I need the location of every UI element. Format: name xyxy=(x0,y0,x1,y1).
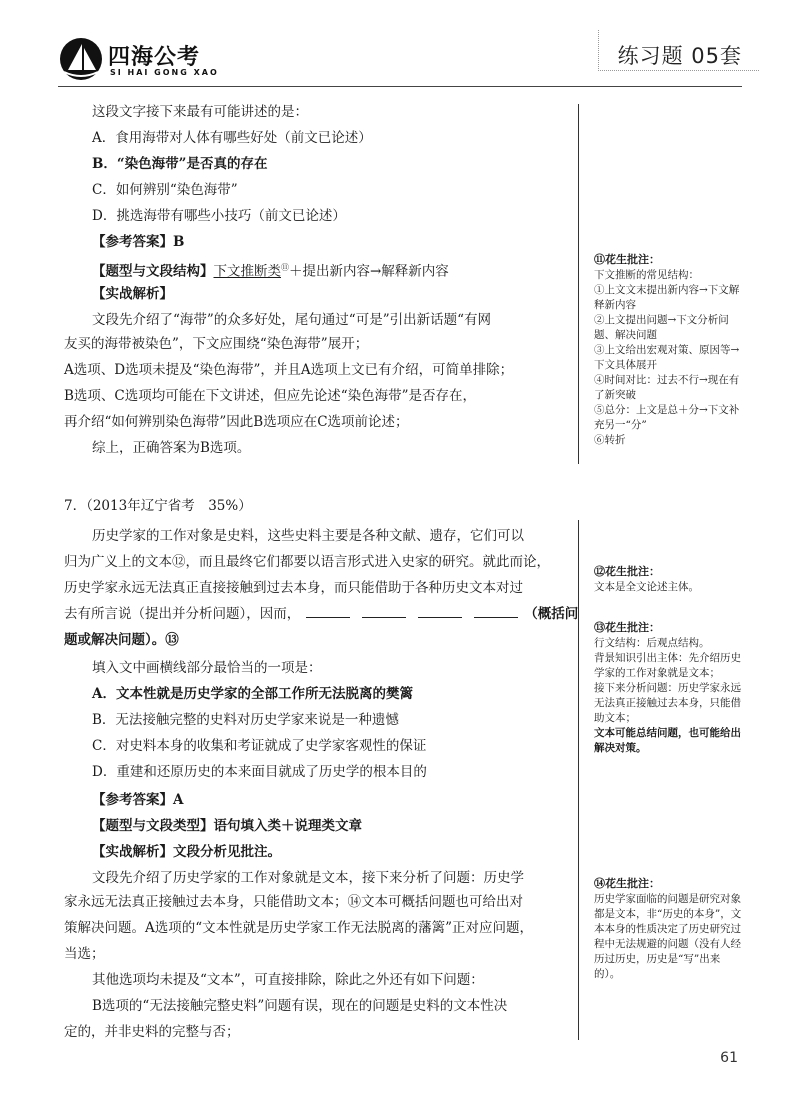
note-14 xyxy=(594,876,744,982)
margin-rule xyxy=(578,520,579,1040)
note-12 xyxy=(594,564,744,595)
q6-analysis-line: 再介绍“如何辨别染色海带”因此B选项应在C选项前论述； xyxy=(64,414,409,430)
note-14-title: ⑭花生批注： xyxy=(594,877,660,890)
q6-analysis-line: 文段先介绍了“海带”的众多好处，尾句通过“可是”引出新话题“有网 xyxy=(92,312,492,328)
q6-type-value: 下文推断类 xyxy=(213,263,281,280)
q7-passage-line: 历史学家永远无法真正直接接触到过去本身，而只能借助于各种历史文本对过 xyxy=(64,580,523,596)
note-11-line: 下文推断的常见结构： xyxy=(594,269,699,281)
q7-analysis-line: B选项的“无法接触完整史料”问题有误，现在的问题是史料的文本性决 xyxy=(92,998,508,1014)
note-13-line: 文本可能总结问题，也可能给出解决对策。 xyxy=(594,727,741,754)
note-14-text: 历史学家面临的问题是研究对象都是文本，非“历史的本身”，文本本身的性质决定了历史研究过程中无法规避的问题（没有人经历过历史，历史是“写”出来的）。 xyxy=(594,893,742,980)
q7-analysis-line: 策解决问题。A选项的“文本性就是历史学家工作无法脱离的藩篱”正对应问题， xyxy=(64,920,534,936)
note-11-line: ①上文文末提出新内容→下文解释新内容 xyxy=(594,284,740,311)
q7-option-d: D．重建和还原历史的本来面目就成了历史学的根本目的 xyxy=(92,764,427,780)
set-label: 练习题 05套 xyxy=(617,44,742,68)
q6-answer: 【参考答案】B xyxy=(92,234,185,250)
q6-analysis-label: 【实战解析】 xyxy=(92,286,173,302)
q7-passage-line: 归为广义上的文本⑫，而且最终它们都要以语言形式进入史家的研究。就此而论， xyxy=(64,554,550,570)
q7-analysis-line: 文段先介绍了历史学家的工作对象就是文本，接下来分析了问题：历史学 xyxy=(92,870,524,886)
answer-blank xyxy=(474,605,518,618)
q6-option-d: D．挑选海带有哪些小技巧（前文已论述） xyxy=(92,208,346,224)
note-13-line: 接下来分析问题：历史学家永远无法真正接触过去本身，只能借助文本； xyxy=(594,682,741,724)
q7-analysis-line: 定的，并非史料的完整与否； xyxy=(64,1024,240,1040)
note-11-line: ③上文给出宏观对策、原因等→下文具体展开 xyxy=(594,344,740,371)
q6-stem: 这段文字接下来最有可能讲述的是： xyxy=(92,104,308,120)
q6-analysis-line: 综上，正确答案为B选项。 xyxy=(92,440,251,456)
q6-option-c: C．如何辨别“染色海带” xyxy=(92,182,238,198)
q7-analysis-line: 当选； xyxy=(64,946,105,962)
logo-text: 四海公考 xyxy=(108,45,201,70)
q7-type: 【题型与文段类型】语句填入类＋说理类文章 xyxy=(92,818,362,834)
answer-blank xyxy=(306,605,350,618)
q7-passage-line: 题或解决问题）。⑬ xyxy=(64,632,179,648)
q7-passage-hint: （概括问 xyxy=(524,606,579,622)
logo-subtext: SI HAI GONG XAO xyxy=(110,68,219,77)
note-12-text: 文本是全文论述主体。 xyxy=(594,581,699,593)
q7-passage-text: 去有所言说（提出并分析问题），因而， xyxy=(64,606,301,622)
page-number: 61 xyxy=(720,1050,738,1066)
logo-sail-icon xyxy=(58,36,104,82)
note-12-title: ⑫花生批注： xyxy=(594,565,660,578)
note-11-title: ⑪花生批注： xyxy=(594,253,660,266)
answer-blank xyxy=(418,605,462,618)
note-11-line: ⑥转折 xyxy=(594,434,626,446)
note-ref-11: ⑪ xyxy=(281,263,289,272)
q6-analysis-line: 友买的海带被染色”，下文应围绕“染色海带”展开； xyxy=(64,336,369,352)
q6-analysis-line: B选项、C选项均可能在下文讲述，但应先论述“染色海带”是否存在， xyxy=(64,388,477,404)
q6-option-a: A．食用海带对人体有哪些好处（前文已论述） xyxy=(92,130,372,146)
note-11-line: ⑤总分：上文是总＋分→下文补充另一“分” xyxy=(594,404,740,431)
q6-analysis-line: A选项、D选项未提及“染色海带”，并且A选项上文已有介绍，可简单排除； xyxy=(64,362,514,378)
q7-stem: 填入文中画横线部分最恰当的一项是： xyxy=(92,660,322,676)
q6-option-b: B．“染色海带”是否真的存在 xyxy=(92,156,268,172)
note-11-line: ④时间对比：过去不行→现在有了新突破 xyxy=(594,374,740,401)
margin-rule xyxy=(578,104,579,464)
q7-option-a: A．文本性就是历史学家的全部工作所无法脱离的樊篱 xyxy=(92,686,413,702)
note-11 xyxy=(594,252,744,448)
answer-blank xyxy=(362,605,406,618)
note-13-title: ⑬花生批注： xyxy=(594,621,660,634)
header-divider xyxy=(58,86,742,87)
q7-passage-line: 历史学家的工作对象是史料，这些史料主要是各种文献、遗存，它们可以 xyxy=(92,528,524,544)
note-11-line: ②上文提出问题→下文分析问题、解决问题 xyxy=(594,314,729,341)
q7-analysis-line: 家永远无法真正接触过去本身，只能借助文本；⑭文本可概括问题也可给出对 xyxy=(64,894,523,910)
note-13-line: 行文结构：后观点结构。 xyxy=(594,637,710,649)
note-13-line: 背景知识引出主体：先介绍历史学家的工作对象就是文本； xyxy=(594,652,741,679)
q7-heading: 7．（2013年辽宁省考 35%） xyxy=(64,498,252,514)
q6-type-structure: ＋提出新内容→解释新内容 xyxy=(289,263,449,280)
q7-passage-fill-line xyxy=(64,604,578,624)
note-13 xyxy=(594,620,744,756)
q7-option-c: C．对史料本身的收集和考证就成了史学家客观性的保证 xyxy=(92,738,427,754)
q7-analysis-label: 【实战解析】文段分析见批注。 xyxy=(92,844,281,860)
q6-type xyxy=(92,258,449,282)
q6-type-label: 【题型与文段结构】 xyxy=(92,263,214,280)
logo xyxy=(58,34,219,90)
q7-option-b: B．无法接触完整的史料对历史学家来说是一种遗憾 xyxy=(92,712,399,728)
q7-answer: 【参考答案】A xyxy=(92,792,184,808)
q7-analysis-line: 其他选项均未提及“文本”，可直接排除，除此之外还有如下问题： xyxy=(92,972,484,988)
